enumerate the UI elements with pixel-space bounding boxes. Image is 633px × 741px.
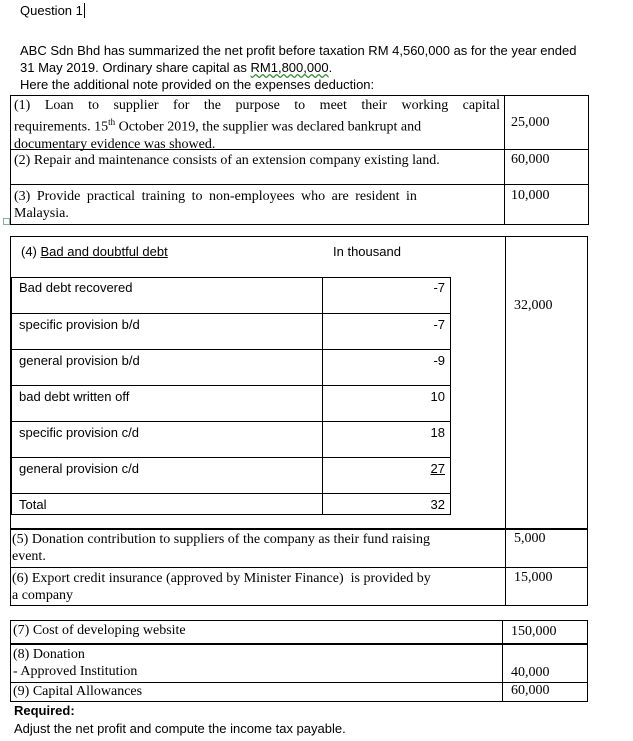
item-6-description: [12, 570, 502, 604]
item-3-value: 10,000: [511, 188, 550, 203]
item-3-line-2: Malaysia.: [14, 206, 69, 221]
expenses-table-bottom: [10, 644, 588, 702]
text-cursor: [84, 3, 85, 18]
expenses-table-top: [10, 95, 589, 225]
bad-debt-row-label: general provision c/d: [19, 461, 139, 476]
item-1-line-2b: October 2019, the supplier was declared bankrupt and: [115, 119, 422, 135]
bad-debt-title-number: (4): [21, 244, 41, 259]
bad-debt-row-label: specific provision b/d: [19, 317, 140, 332]
bad-debt-title: [21, 244, 168, 259]
item-8-description: [13, 646, 137, 680]
bad-debt-row-value: 18: [430, 425, 445, 440]
item-9-value: 60,000: [511, 683, 550, 698]
question-title-text: Question 1: [20, 3, 83, 18]
item-1-value: 25,000: [511, 115, 550, 130]
required-heading: Required:: [14, 703, 75, 718]
bad-debt-row-label: general provision b/d: [19, 353, 140, 368]
column-divider: [505, 237, 506, 529]
item-1-line-1: (1) Loan to supplier for the purpose to meet their working capital: [14, 98, 500, 113]
column-divider: [502, 645, 503, 701]
item-7-description: (7) Cost of developing website: [13, 623, 186, 638]
item-9-description: (9) Capital Allowances: [13, 684, 143, 699]
item-7-value: 150,000: [511, 624, 557, 639]
item-6-line-2: a company: [12, 588, 74, 603]
table-move-handle-icon[interactable]: [3, 218, 10, 225]
item-8-sub: - Approved Institution: [13, 664, 138, 679]
bad-debt-row-label: specific provision c/d: [19, 425, 139, 440]
share-capital-amount: RM1,800,000: [250, 60, 329, 75]
bad-debt-row-value: -9: [433, 353, 445, 368]
bad-debt-total-value: 32,000: [514, 298, 553, 313]
intro-line-1: ABC Sdn Bhd has summarized the net profit before taxation RM 4,560,000 as for the year ended: [20, 43, 577, 58]
bad-debt-title-text: [21, 244, 168, 259]
bad-debt-row-label: Total: [19, 497, 47, 512]
column-divider: [502, 621, 503, 643]
row-divider: [11, 567, 587, 568]
item-5-line-2: event.: [12, 549, 46, 564]
item-2-description: (2) Repair and maintenance consists of an extension company existing land.: [14, 153, 440, 168]
bad-debt-row-value: 32: [430, 497, 445, 512]
bad-debt-inner-table: [11, 277, 451, 515]
item-1-line-2a: requirements. 15: [14, 119, 109, 135]
required-text: Adjust the net profit and compute the income tax payable.: [14, 721, 346, 736]
bad-debt-row-value: 10: [430, 389, 445, 404]
intro-line-2: [20, 59, 630, 76]
bad-debt-table: [10, 236, 588, 530]
item-6-line-1: (6) Export credit insurance (approved by Minister Finance) is provided by: [12, 571, 431, 586]
intro-line-2-prefix: 31 May 2019. Ordinary share capital as: [20, 60, 251, 75]
bad-debt-row-label: Bad debt recovered: [19, 280, 133, 295]
item-5-description: [12, 531, 502, 565]
intro-line-3: Here the additional note provided on the expenses deduction:: [20, 77, 375, 92]
bad-debt-unit: In thousand: [333, 244, 401, 259]
intro-paragraph: [20, 42, 630, 93]
item-1-ordinal: th: [108, 117, 116, 127]
bad-debt-row-label: bad debt written off: [19, 389, 130, 404]
bad-debt-row-value: 27: [430, 461, 445, 476]
expenses-table-middle: [10, 528, 588, 606]
row-divider: [11, 184, 588, 185]
expenses-table-item7: [10, 620, 588, 644]
intro-line-2-suffix: .: [328, 60, 333, 75]
question-title[interactable]: [20, 3, 85, 18]
bad-debt-row-value: -7: [433, 280, 445, 295]
item-3-description: [14, 188, 500, 222]
item-1-description: [14, 97, 500, 153]
column-divider: [504, 96, 505, 224]
item-3-line-1: (3) Provide practical training to non-employees who are resident in: [14, 189, 417, 204]
item-5-value: 5,000: [514, 531, 546, 546]
item-2-value: 60,000: [511, 152, 550, 167]
item-1-line-3: documentary evidence was showed.: [14, 136, 216, 152]
bad-debt-title-label: Bad and doubtful debt: [40, 244, 168, 259]
item-5-line-1: (5) Donation contribution to suppliers of the company as their fund raising: [12, 532, 430, 547]
item-1-line-2: [14, 114, 500, 136]
bad-debt-row-value: -7: [433, 317, 445, 332]
item-8-value: 40,000: [511, 665, 550, 680]
item-6-value: 15,000: [514, 570, 553, 585]
item-8-label: (8) Donation: [13, 647, 85, 662]
